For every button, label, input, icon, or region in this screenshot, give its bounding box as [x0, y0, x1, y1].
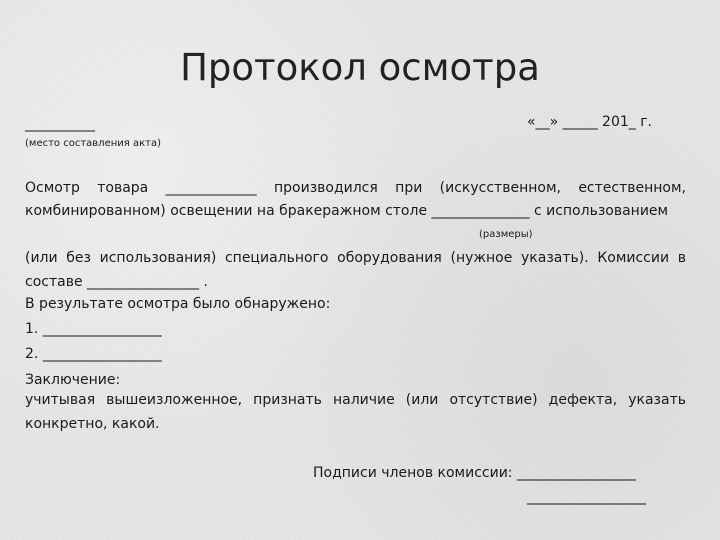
signatures-label: Подписи членов комиссии: _________________ — [313, 465, 636, 481]
place-blank: __________ — [25, 116, 95, 132]
signature-line-2: _________________ — [527, 489, 646, 505]
finding-item-2: 2. _________________ — [25, 346, 162, 362]
conclusion-line-2: конкретно, какой. — [25, 416, 160, 432]
finding-item-1: 1. _________________ — [25, 321, 162, 337]
paragraph-2-line-2: составе ________________ . — [25, 274, 208, 290]
paragraph-1-line-1: Осмотр товара _____________ производился при (искусственном, естественном, — [25, 180, 686, 196]
document-title: Протокол осмотра — [180, 46, 540, 89]
sizes-caption: (размеры) — [479, 229, 533, 240]
conclusion-heading: Заключение: — [25, 372, 121, 388]
date-line: «__» _____ 201_ г. — [527, 114, 653, 130]
paragraph-2-line-1: (или без использования) специального оборудования (нужное указать). Комиссии в — [25, 250, 686, 266]
place-caption: (место составления акта) — [25, 138, 161, 149]
paragraph-1-line-2: комбинированном) освещении на бракеражном столе ______________ с использованием — [25, 203, 669, 219]
found-heading: В результате осмотра было обнаружено: — [25, 296, 331, 312]
conclusion-line-1: учитывая вышеизложенное, признать наличие (или отсутствие) дефекта, указать — [25, 392, 686, 408]
